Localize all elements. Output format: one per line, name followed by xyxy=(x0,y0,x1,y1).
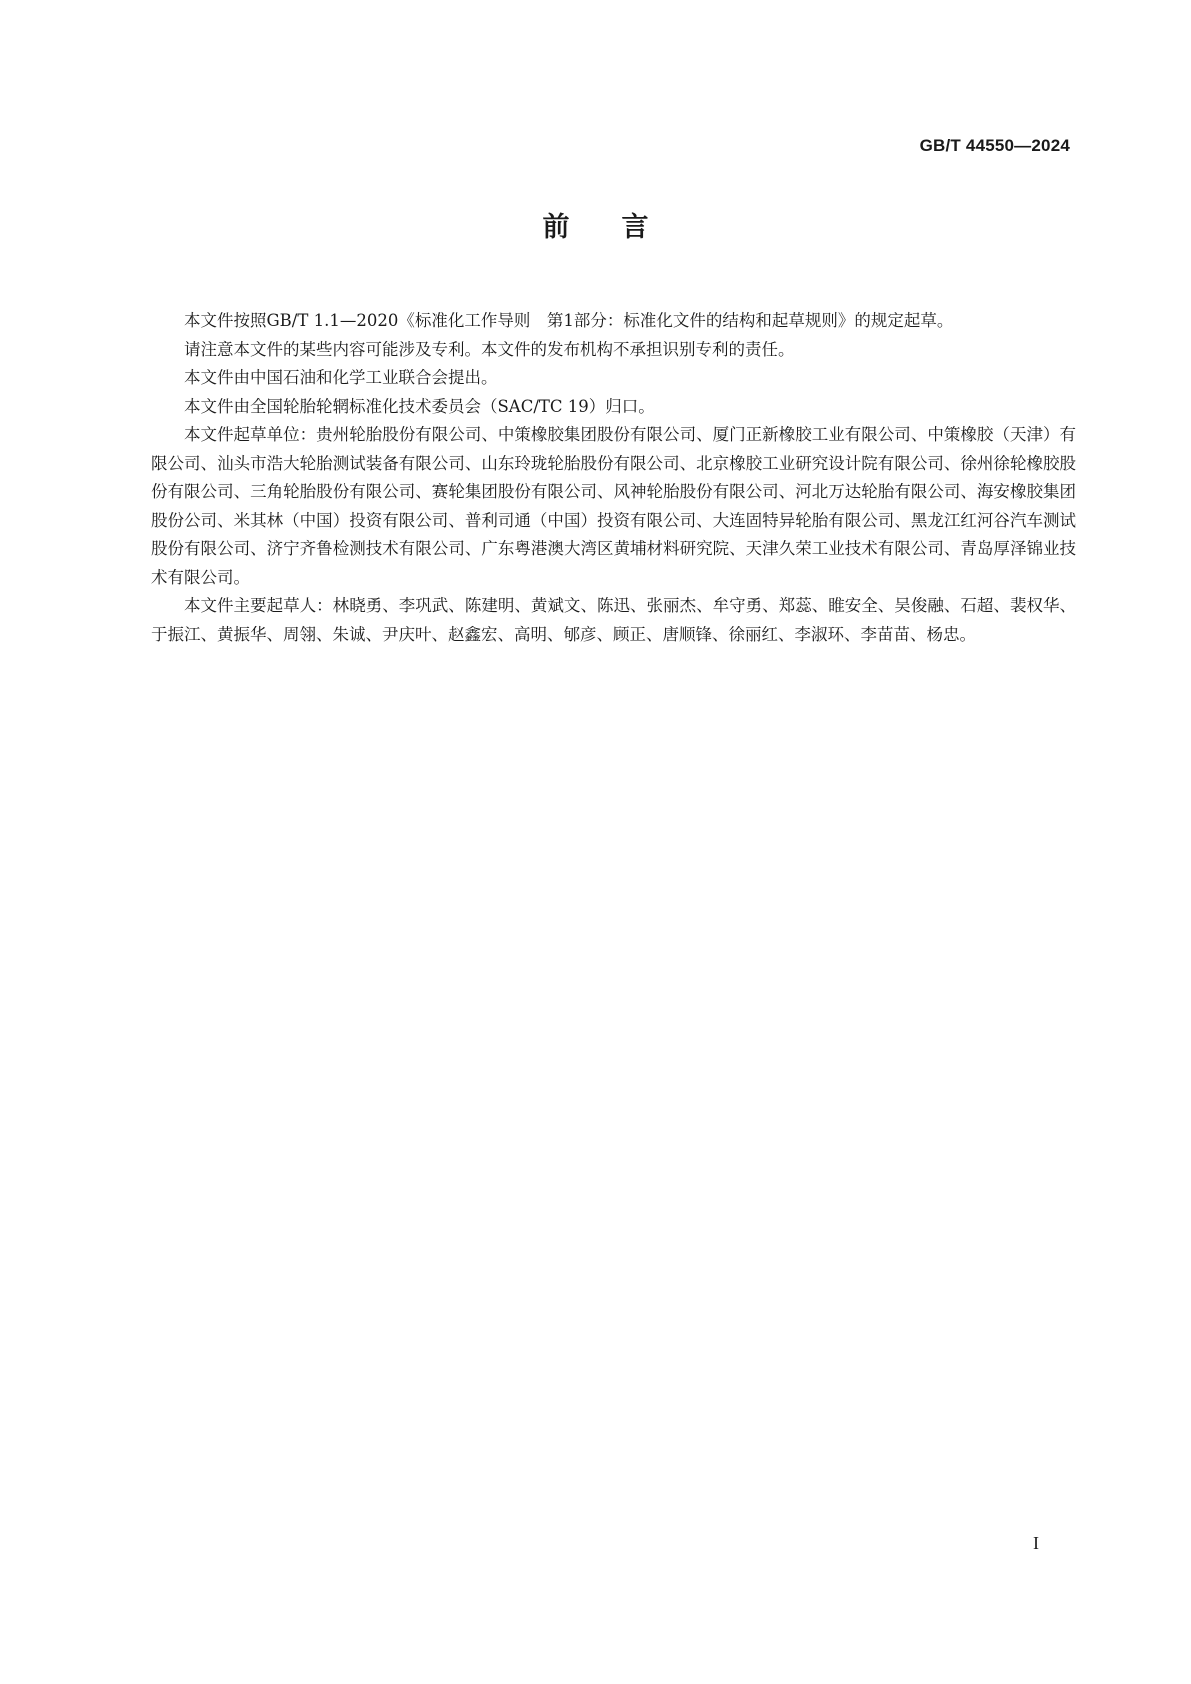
page-number: I xyxy=(1033,1533,1039,1553)
paragraph-patent-notice: 请注意本文件的某些内容可能涉及专利。本文件的发布机构不承担识别专利的责任。 xyxy=(184,339,795,359)
paragraph-proposer: 本文件由中国石油和化学工业联合会提出。 xyxy=(184,368,498,387)
preface-title: 前言 xyxy=(542,212,701,243)
paragraph-drafting-organizations: 本文件起草单位：贵州轮胎股份有限公司、中策橡胶集团股份有限公司、厦门正新橡胶工业有限公司、中策橡胶（天津）有限公司、汕头市浩大轮胎测试装备有限公司、山东玲珑轮胎股份有限公司、北京橡胶工业研究设计院有限公司、徐州徐轮橡胶股份有限公司、三角轮胎股份有限公司、赛轮集团股份有限公司、风神轮胎股份有限公司、河北万达轮胎有限公司、海安橡胶集团股份公司、米其林（中国）投资有限公司、普利司通（中国）投资有限公司、大连固特异轮胎有限公司、黑龙江红河谷汽车测试股份有限公司、济宁齐鲁检测技术有限公司、广东粤港澳大湾区黄埔材料研究院、天津久荣工业技术有限公司、青岛厚泽锦业技术有限公司。 xyxy=(151,425,1076,587)
paragraph-technical-committee: 本文件由全国轮胎轮辋标准化技术委员会（SAC/TC 19）归口。 xyxy=(184,396,655,416)
standard-code: GB/T 44550—2024 xyxy=(919,136,1070,155)
paragraph-main-drafters: 本文件主要起草人：林晓勇、李巩武、陈建明、黄斌文、陈迅、张丽杰、牟守勇、郑蕊、睢安全、吴俊融、石超、裴权华、于振江、黄振华、周翎、朱诚、尹庆叶、赵鑫宏、高明、郇彦、顾正、唐顺锋、徐丽红、李淑环、李苗苗、杨忠。 xyxy=(151,596,1076,644)
paragraph-drafting-rules: 本文件按照GB/T 1.1—2020《标准化工作导则 第1部分：标准化文件的结构和起草规则》的规定起草。 xyxy=(184,311,954,330)
preface-body xyxy=(151,307,1076,649)
